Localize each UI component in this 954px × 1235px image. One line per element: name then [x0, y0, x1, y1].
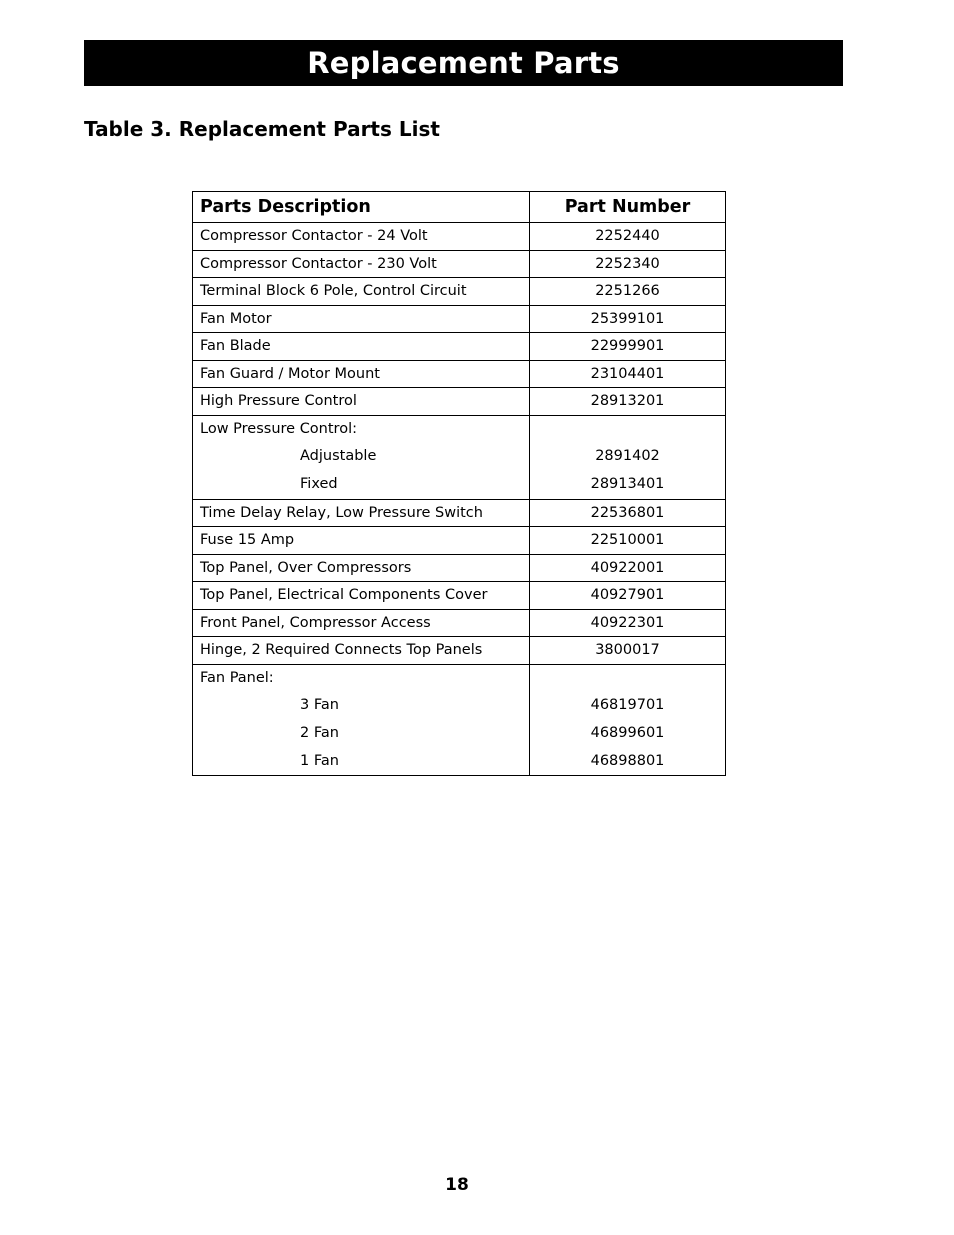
part-description: Compressor Contactor - 230 Volt	[193, 250, 530, 278]
column-header-description: Parts Description	[193, 192, 530, 223]
sub-part-description: Adjustable	[300, 448, 377, 465]
part-number: 3800017	[530, 637, 726, 665]
table-header-row	[193, 192, 726, 223]
sub-part-description: 3 Fan	[300, 697, 339, 714]
part-description-group	[193, 415, 530, 499]
sub-part-number: 46898801	[590, 752, 665, 769]
table-row	[193, 388, 726, 416]
table-row	[193, 278, 726, 306]
part-description: Front Panel, Compressor Access	[193, 609, 530, 637]
part-description: Fan Guard / Motor Mount	[193, 360, 530, 388]
table-row-group	[193, 415, 726, 499]
part-number: 40927901	[530, 582, 726, 610]
part-description: Time Delay Relay, Low Pressure Switch	[193, 499, 530, 527]
sub-part-description: Fixed	[300, 475, 338, 492]
part-number: 22510001	[530, 527, 726, 555]
page-number: 18	[445, 1175, 469, 1195]
part-number: 2251266	[530, 278, 726, 306]
part-number: 40922301	[530, 609, 726, 637]
table-row	[193, 250, 726, 278]
part-description: Terminal Block 6 Pole, Control Circuit	[193, 278, 530, 306]
part-number: 23104401	[530, 360, 726, 388]
part-number-group	[530, 664, 726, 776]
part-description: Hinge, 2 Required Connects Top Panels	[193, 637, 530, 665]
replacement-parts-table	[192, 191, 726, 776]
table-row	[193, 582, 726, 610]
table-row	[193, 527, 726, 555]
table-row	[193, 637, 726, 665]
table-row	[193, 333, 726, 361]
part-number-group	[530, 415, 726, 499]
sub-part-number: 46819701	[590, 697, 665, 714]
part-number: 22536801	[530, 499, 726, 527]
column-header-part-number: Part Number	[530, 192, 726, 223]
group-label: Fan Panel:	[200, 669, 274, 686]
table-row	[193, 360, 726, 388]
part-description: Fuse 15 Amp	[193, 527, 530, 555]
part-description: Fan Motor	[193, 305, 530, 333]
table-row	[193, 499, 726, 527]
table-row-group	[193, 664, 726, 776]
section-banner	[84, 40, 843, 86]
group-label: Low Pressure Control:	[200, 420, 357, 437]
sub-part-number: 28913401	[590, 475, 665, 492]
sub-part-number: 2891402	[595, 448, 660, 465]
section-title: Replacement Parts	[307, 46, 620, 80]
sub-part-description: 1 Fan	[300, 752, 339, 769]
table-row	[193, 609, 726, 637]
group-part-number	[537, 416, 718, 444]
sub-part-description: 2 Fan	[300, 724, 339, 741]
group-part-number	[537, 665, 718, 693]
sub-part-number: 46899601	[590, 724, 665, 741]
part-description: Top Panel, Over Compressors	[193, 554, 530, 582]
part-number: 22999901	[530, 333, 726, 361]
part-description: Compressor Contactor - 24 Volt	[193, 223, 530, 251]
part-number: 2252340	[530, 250, 726, 278]
part-number: 25399101	[530, 305, 726, 333]
table-row	[193, 305, 726, 333]
part-description: Top Panel, Electrical Components Cover	[193, 582, 530, 610]
part-number: 28913201	[530, 388, 726, 416]
table-title: Table 3. Replacement Parts List	[84, 117, 440, 141]
part-description-group	[193, 664, 530, 776]
table-row	[193, 554, 726, 582]
part-number: 40922001	[530, 554, 726, 582]
part-description: High Pressure Control	[193, 388, 530, 416]
part-description: Fan Blade	[193, 333, 530, 361]
part-number: 2252440	[530, 223, 726, 251]
table-row	[193, 223, 726, 251]
